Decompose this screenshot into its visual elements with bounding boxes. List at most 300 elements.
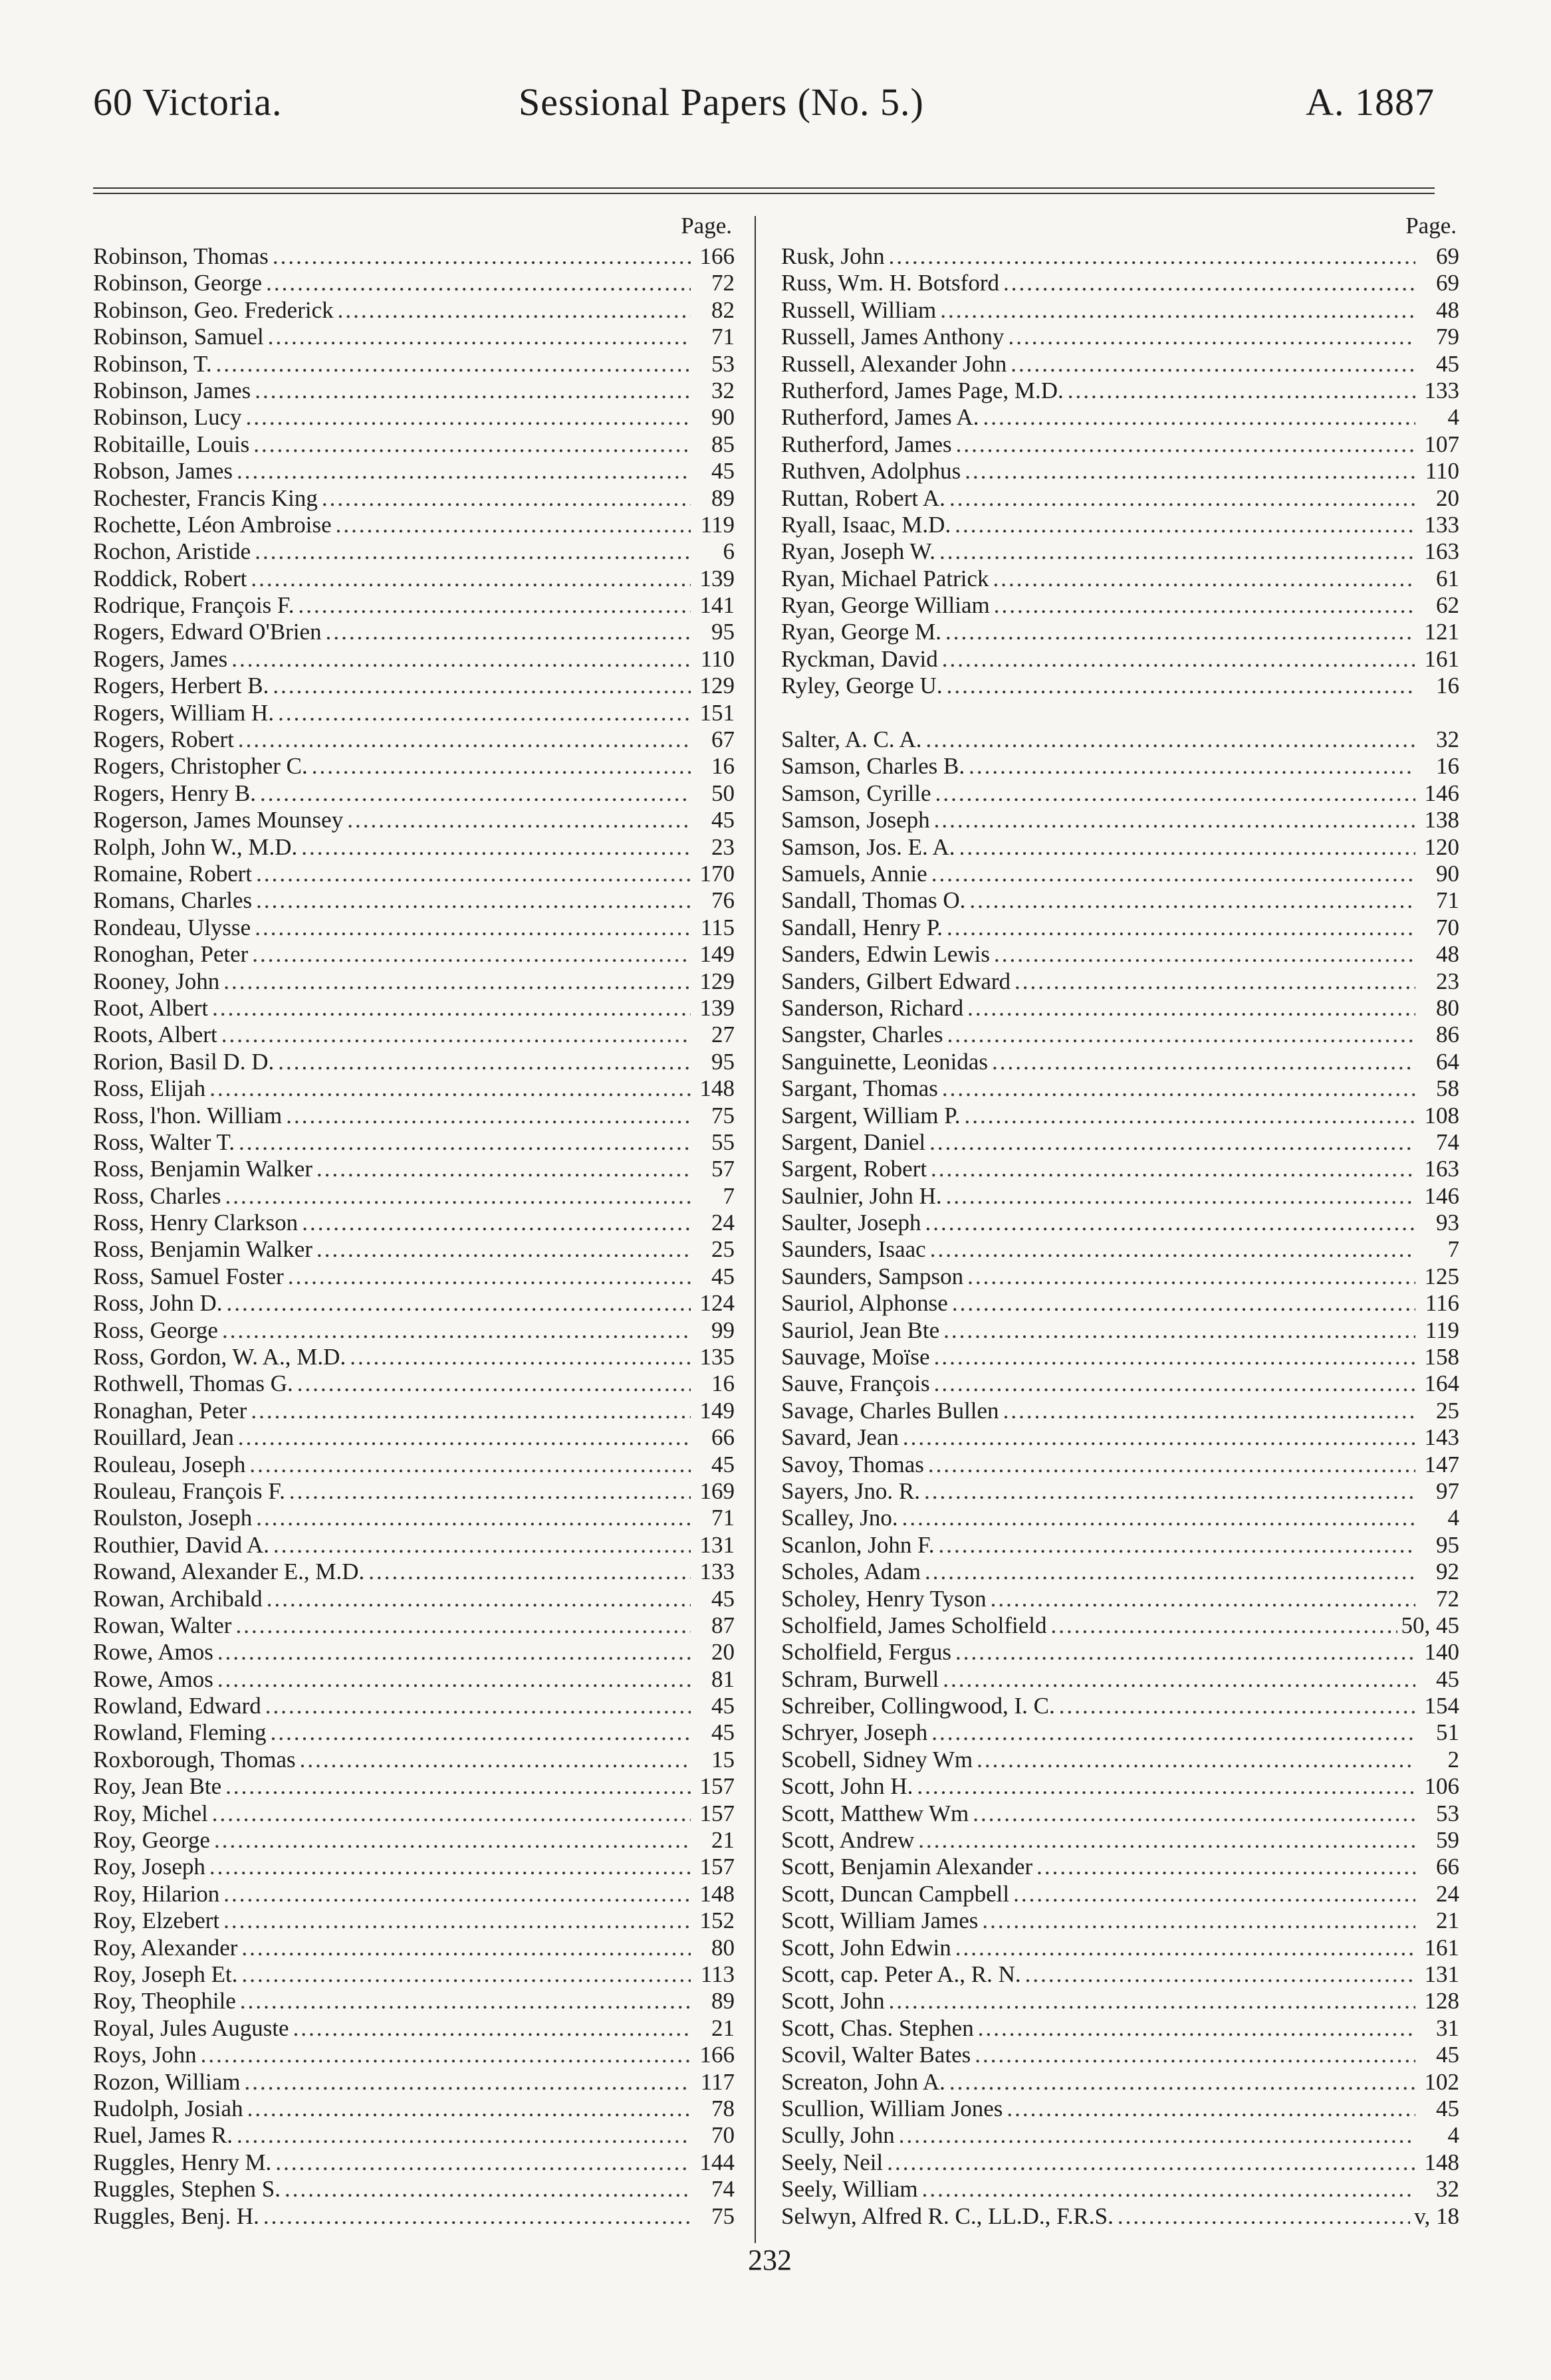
entry-page: 27 — [711, 1022, 735, 1048]
dot-leader — [300, 1747, 691, 1773]
entry-name: Rolph, John W., M.D. — [93, 833, 298, 860]
entry-page: 143 — [1424, 1424, 1459, 1451]
index-entry — [781, 566, 1459, 592]
dot-leader — [945, 619, 1415, 645]
entry-name: Saulnier, John H. — [781, 1182, 942, 1209]
entry-page: 25 — [1436, 1397, 1459, 1424]
dot-leader — [918, 1827, 1415, 1854]
entry-page: 90 — [1436, 860, 1459, 887]
entry-page: 110 — [700, 645, 735, 672]
entry-name: Ross, Benjamin Walker — [93, 1156, 312, 1182]
entry-page: 163 — [1424, 1156, 1459, 1182]
index-entry — [93, 1183, 735, 1210]
index-entry — [781, 673, 1459, 699]
entry-name: Ross, George — [93, 1317, 218, 1343]
page-header — [93, 80, 1435, 140]
entry-name: Scott, Benjamin Alexander — [781, 1854, 1033, 1880]
dot-leader — [326, 619, 691, 645]
entry-name: Sandall, Thomas O. — [781, 887, 966, 914]
entry-name: Rorion, Basil D. D. — [93, 1048, 275, 1075]
entry-name: Ross, Henry Clarkson — [93, 1210, 298, 1236]
index-entry — [93, 566, 735, 592]
entry-name: Rudolph, Josiah — [93, 2095, 243, 2121]
entry-page: 69 — [1436, 270, 1459, 296]
entry-page: 16 — [711, 753, 735, 780]
entry-page: 97 — [1436, 1477, 1459, 1504]
dot-leader — [903, 1424, 1415, 1451]
entry-page: 20 — [1436, 485, 1459, 511]
entry-name: Samson, Cyrille — [781, 780, 931, 806]
index-entry — [93, 1424, 735, 1451]
entry-page: 32 — [1436, 2176, 1459, 2203]
index-entry — [93, 351, 735, 378]
dot-leader — [1013, 1881, 1415, 1907]
index-entry — [93, 431, 735, 458]
index-entry — [781, 1827, 1459, 1854]
entry-page: 6 — [723, 538, 735, 565]
entry-name: Scanlon, John F. — [781, 1531, 935, 1558]
dot-leader — [240, 1988, 691, 2014]
entry-page: 16 — [1436, 673, 1459, 699]
dot-leader — [223, 968, 691, 995]
index-entry — [781, 1022, 1459, 1048]
entry-page: 45 — [1436, 2095, 1459, 2121]
dot-leader — [973, 1800, 1415, 1827]
entry-page: 138 — [1424, 807, 1459, 833]
index-entry — [781, 1988, 1459, 2014]
dot-leader — [1036, 1854, 1415, 1880]
index-entry — [93, 941, 735, 968]
dot-leader — [265, 1693, 691, 1719]
entry-page: 140 — [1424, 1639, 1459, 1666]
entry-name: Roy, Alexander — [93, 1934, 238, 1961]
dot-leader — [312, 753, 691, 780]
dot-leader — [924, 1478, 1415, 1505]
dot-leader — [241, 1935, 691, 1961]
index-entry — [781, 592, 1459, 619]
entry-page: 117 — [700, 2068, 735, 2095]
dot-leader — [301, 834, 691, 861]
entry-page: 129 — [699, 968, 735, 994]
entry-page: 45 — [711, 1693, 735, 1719]
entry-page: 50, 45 — [1401, 1612, 1459, 1638]
dot-leader — [939, 538, 1415, 565]
header-rule-bottom — [93, 193, 1435, 194]
index-entry — [93, 1881, 735, 1907]
index-entry — [781, 1881, 1459, 1907]
entry-page: 53 — [1436, 1800, 1459, 1826]
dot-leader — [255, 378, 691, 404]
index-entry — [781, 1935, 1459, 1961]
index-entry — [93, 780, 735, 807]
entry-name: Roxborough, Thomas — [93, 1746, 296, 1773]
index-entry — [93, 1854, 735, 1880]
entry-name: Russell, Alexander John — [781, 350, 1007, 377]
entry-name: Scott, John — [781, 1988, 885, 2014]
entry-page: 90 — [711, 404, 735, 431]
entry-name: Scott, Matthew Wm — [781, 1800, 969, 1826]
entry-name: Scullion, William Jones — [781, 2095, 1003, 2121]
index-entry — [93, 1586, 735, 1612]
dot-leader — [992, 1049, 1415, 1075]
dot-leader — [969, 753, 1415, 780]
dot-leader — [889, 243, 1415, 270]
dot-leader — [1014, 968, 1415, 995]
entry-name: Roy, Hilarion — [93, 1880, 220, 1907]
dot-leader — [217, 1639, 691, 1666]
entry-page: 129 — [699, 673, 735, 699]
entry-page: 24 — [1436, 1880, 1459, 1907]
section-gap — [781, 700, 1459, 726]
dot-leader — [934, 807, 1415, 833]
entry-name: Rooney, John — [93, 968, 220, 994]
index-entry — [781, 646, 1459, 673]
entry-page: 7 — [723, 1182, 735, 1209]
dot-leader — [237, 2122, 691, 2149]
dot-leader — [934, 1344, 1415, 1370]
index-entry — [781, 2203, 1459, 2230]
entry-name: Salter, A. C. A. — [781, 726, 922, 753]
dot-leader — [293, 2015, 691, 2042]
entry-name: Ruggles, Stephen S. — [93, 2176, 281, 2203]
entry-page: 95 — [711, 1048, 735, 1075]
entry-page: 45 — [711, 807, 735, 833]
dot-leader — [368, 1559, 691, 1585]
entry-name: Ronoghan, Peter — [93, 941, 249, 968]
entry-name: Sargant, Thomas — [781, 1075, 938, 1102]
dot-leader — [225, 1773, 691, 1800]
entry-name: Scott, John Edwin — [781, 1934, 951, 1961]
index-entry — [781, 1773, 1459, 1800]
dot-leader — [298, 592, 691, 619]
index-entry — [781, 1370, 1459, 1397]
index-entry — [781, 243, 1459, 270]
header-title: Sessional Papers (No. 5.) — [519, 80, 924, 124]
entry-name: Sangster, Charles — [781, 1022, 943, 1048]
index-entry — [781, 1103, 1459, 1129]
entry-name: Scalley, Jno. — [781, 1505, 898, 1531]
entry-name: Sandall, Henry P. — [781, 914, 943, 940]
dot-leader — [983, 404, 1415, 431]
entry-page: 86 — [1436, 1022, 1459, 1048]
entry-page: 71 — [1436, 887, 1459, 914]
index-entry — [781, 1693, 1459, 1719]
entry-name: Ross, l'hon. William — [93, 1102, 283, 1129]
index-entry — [781, 2176, 1459, 2203]
index-entry — [93, 673, 735, 699]
index-entry — [781, 619, 1459, 645]
index-entry — [93, 1398, 735, 1424]
entry-page: 82 — [711, 296, 735, 323]
entry-page: 152 — [699, 1907, 735, 1934]
dot-leader — [322, 485, 691, 512]
index-entry — [93, 458, 735, 485]
dot-leader — [251, 1398, 691, 1424]
entry-page: 139 — [699, 565, 735, 592]
index-entry — [781, 2122, 1459, 2149]
entry-name: Sauriol, Alphonse — [781, 1290, 948, 1317]
index-entry — [781, 2149, 1459, 2176]
entry-page: 23 — [1436, 968, 1459, 994]
entry-page: 151 — [699, 699, 735, 726]
index-entry — [781, 807, 1459, 833]
entry-page: 81 — [711, 1666, 735, 1692]
dot-leader — [267, 1586, 691, 1612]
index-entry — [93, 1370, 735, 1397]
entry-name: Scholfield, James Scholfield — [781, 1612, 1047, 1638]
entry-name: Saunders, Isaac — [781, 1236, 926, 1263]
entry-page: 147 — [1424, 1451, 1459, 1477]
index-entry — [781, 538, 1459, 565]
entry-page: 121 — [1424, 619, 1459, 645]
dot-leader — [975, 2042, 1415, 2068]
entry-page: 85 — [711, 431, 735, 457]
entry-name: Rutherford, James Page, M.D. — [781, 377, 1064, 403]
index-entry — [781, 915, 1459, 941]
entry-page: 66 — [1436, 1854, 1459, 1880]
entry-page: 71 — [711, 1505, 735, 1531]
entry-page: 51 — [1436, 1719, 1459, 1746]
dot-leader — [217, 1666, 691, 1693]
dot-leader — [235, 1612, 691, 1639]
entry-page: 45 — [711, 1451, 735, 1477]
entry-name: Saulter, Joseph — [781, 1210, 921, 1236]
entry-page: 71 — [711, 324, 735, 350]
dot-leader — [278, 700, 691, 726]
dot-leader — [212, 1800, 691, 1827]
entry-name: Rowland, Fleming — [93, 1719, 267, 1746]
index-entry — [93, 1747, 735, 1773]
entry-name: Scholey, Henry Tyson — [781, 1585, 987, 1612]
index-entry — [781, 378, 1459, 404]
entry-name: Roulston, Joseph — [93, 1505, 253, 1531]
entry-name: Roy, Joseph — [93, 1854, 205, 1880]
entry-page: 45 — [711, 1263, 735, 1289]
dot-leader — [965, 458, 1415, 485]
index-entry — [781, 512, 1459, 538]
entry-name: Rogers, Robert — [93, 726, 234, 753]
dot-leader — [955, 1639, 1415, 1666]
dot-leader — [925, 1210, 1415, 1236]
entry-page: 169 — [699, 1477, 735, 1504]
entry-name: Rutherford, James — [781, 431, 952, 457]
index-entry — [93, 1935, 735, 1961]
entry-name: Robinson, James — [93, 377, 251, 403]
dot-leader — [209, 1854, 691, 1880]
dot-leader — [237, 458, 691, 485]
entry-page: 148 — [1424, 2149, 1459, 2175]
index-entry — [93, 1532, 735, 1559]
entry-name: Scholes, Adam — [781, 1559, 921, 1585]
entry-name: Rowand, Alexander E., M.D. — [93, 1559, 365, 1585]
index-entry — [781, 404, 1459, 431]
index-entry — [93, 646, 735, 673]
entry-page: 161 — [1424, 645, 1459, 672]
index-entry — [781, 1156, 1459, 1182]
entry-page: 125 — [1424, 1263, 1459, 1289]
entry-name: Saunders, Sampson — [781, 1263, 964, 1289]
entry-name: Scobell, Sidney Wm — [781, 1746, 973, 1773]
entry-page: 157 — [699, 1800, 735, 1826]
entry-name: Rozon, William — [93, 2068, 241, 2095]
entry-page: 16 — [711, 1370, 735, 1397]
index-entry — [781, 1075, 1459, 1102]
dot-leader — [899, 2122, 1415, 2149]
entry-page: 45 — [711, 1719, 735, 1746]
index-entry — [93, 1344, 735, 1370]
index-entry — [93, 1800, 735, 1827]
dot-leader — [926, 726, 1415, 753]
dot-leader — [275, 2149, 691, 2176]
entry-page: 119 — [1425, 1317, 1459, 1343]
entry-page: 4 — [1447, 2122, 1459, 2149]
entry-page: 133 — [699, 1559, 735, 1585]
index-entry — [93, 538, 735, 565]
entry-page: 7 — [1447, 1236, 1459, 1263]
dot-leader — [316, 1236, 691, 1263]
dot-leader — [214, 1827, 691, 1854]
index-entry — [781, 1344, 1459, 1370]
entry-name: Ross, Gordon, W. A., M.D. — [93, 1344, 346, 1370]
entry-name: Rouillard, Jean — [93, 1424, 234, 1451]
header-right: A. 1887 — [1306, 80, 1435, 124]
dot-leader — [993, 566, 1415, 592]
dot-leader — [977, 1747, 1415, 1773]
dot-leader — [943, 1317, 1415, 1344]
dot-leader — [226, 1290, 691, 1317]
dot-leader — [947, 1022, 1415, 1048]
entry-name: Rogers, Henry B. — [93, 780, 256, 806]
dot-leader — [994, 592, 1415, 619]
entry-list-left — [93, 243, 735, 2230]
index-entry — [93, 887, 735, 914]
dot-leader — [1008, 324, 1415, 350]
dot-leader — [939, 1532, 1415, 1559]
index-entry — [781, 1263, 1459, 1290]
entry-page: 144 — [699, 2149, 735, 2175]
dot-leader — [943, 1666, 1415, 1693]
dot-leader — [965, 1103, 1415, 1129]
index-entry — [93, 324, 735, 350]
entry-name: Robinson, George — [93, 270, 263, 296]
entry-page: 128 — [1424, 1988, 1459, 2014]
index-entry — [93, 915, 735, 941]
entry-name: Scott, Chas. Stephen — [781, 2014, 974, 2041]
dot-leader — [286, 1103, 691, 1129]
entry-page: 92 — [1436, 1559, 1459, 1585]
index-entry — [781, 1317, 1459, 1344]
dot-leader — [316, 1156, 691, 1182]
dot-leader — [959, 834, 1415, 861]
index-entry — [93, 1156, 735, 1182]
index-entry — [93, 2042, 735, 2068]
dot-leader — [246, 404, 691, 431]
dot-leader — [239, 1129, 691, 1156]
entry-page: 25 — [711, 1236, 735, 1263]
entry-name: Roy, Elzebert — [93, 1907, 220, 1934]
entry-name: Scott, John H. — [781, 1773, 913, 1800]
entry-page: 64 — [1436, 1048, 1459, 1075]
dot-leader — [929, 1129, 1415, 1156]
dot-leader — [285, 2176, 691, 2203]
index-entry — [93, 485, 735, 512]
entry-name: Sargent, Daniel — [781, 1129, 926, 1155]
entry-name: Seely, Neil — [781, 2149, 884, 2175]
entry-page: 32 — [711, 377, 735, 403]
index-entry — [781, 1666, 1459, 1693]
entry-page: 45 — [1436, 350, 1459, 377]
dot-leader — [241, 1961, 691, 1988]
index-entry — [781, 1532, 1459, 1559]
entry-name: Rogers, James — [93, 645, 228, 672]
index-entry — [93, 1317, 735, 1344]
entry-page: 75 — [711, 1102, 735, 1129]
dot-leader — [225, 1183, 691, 1210]
header-rule-top — [93, 187, 1435, 189]
dot-leader — [255, 915, 691, 941]
entry-name: Roots, Albert — [93, 1022, 217, 1048]
entry-page: 146 — [1424, 780, 1459, 806]
index-entry — [781, 297, 1459, 324]
index-entry — [781, 1505, 1459, 1531]
index-entry — [781, 1800, 1459, 1827]
dot-leader — [273, 243, 691, 270]
entry-name: Ross, Benjamin Walker — [93, 1236, 312, 1263]
dot-leader — [238, 726, 691, 753]
index-entry — [93, 619, 735, 645]
dot-leader — [302, 1210, 691, 1236]
index-entry — [781, 1854, 1459, 1880]
entry-page: 20 — [711, 1639, 735, 1666]
entry-page: 74 — [1436, 1129, 1459, 1155]
entry-page: 124 — [699, 1290, 735, 1317]
dot-leader — [967, 1263, 1415, 1290]
entry-page: 102 — [1424, 2068, 1459, 2095]
entry-name: Savoy, Thomas — [781, 1451, 924, 1477]
entry-name: Scott, Andrew — [781, 1827, 915, 1854]
dot-leader — [1003, 270, 1415, 296]
entry-name: Routhier, David A. — [93, 1531, 269, 1558]
index-entry — [93, 753, 735, 780]
entry-page: 45 — [1436, 1666, 1459, 1692]
index-entry — [781, 941, 1459, 968]
entry-name: Roy, Michel — [93, 1800, 208, 1826]
entry-name: Russell, William — [781, 296, 937, 323]
index-column-left — [93, 213, 735, 2230]
dot-leader — [1007, 2096, 1415, 2122]
index-entry — [93, 1075, 735, 1102]
entry-name: Roys, John — [93, 2042, 197, 2068]
dot-leader — [956, 431, 1415, 458]
index-entry — [93, 1639, 735, 1666]
entry-name: Ryall, Isaac, M.D. — [781, 511, 951, 538]
entry-list-right-r — [781, 243, 1459, 700]
entry-page: 89 — [711, 485, 735, 511]
entry-page: 141 — [699, 592, 735, 619]
entry-name: Sauve, François — [781, 1370, 930, 1397]
dot-leader — [931, 1719, 1415, 1746]
entry-name: Ryan, George M. — [781, 619, 941, 645]
dot-leader — [982, 1907, 1415, 1934]
index-entry — [781, 2015, 1459, 2042]
entry-name: Roddick, Robert — [93, 565, 247, 592]
dot-leader — [1059, 1693, 1415, 1719]
dot-leader — [947, 673, 1415, 699]
entry-name: Sanders, Gilbert Edward — [781, 968, 1011, 994]
entry-name: Scully, John — [781, 2122, 895, 2149]
entry-page: 48 — [1436, 296, 1459, 323]
entry-page: 106 — [1424, 1773, 1459, 1800]
